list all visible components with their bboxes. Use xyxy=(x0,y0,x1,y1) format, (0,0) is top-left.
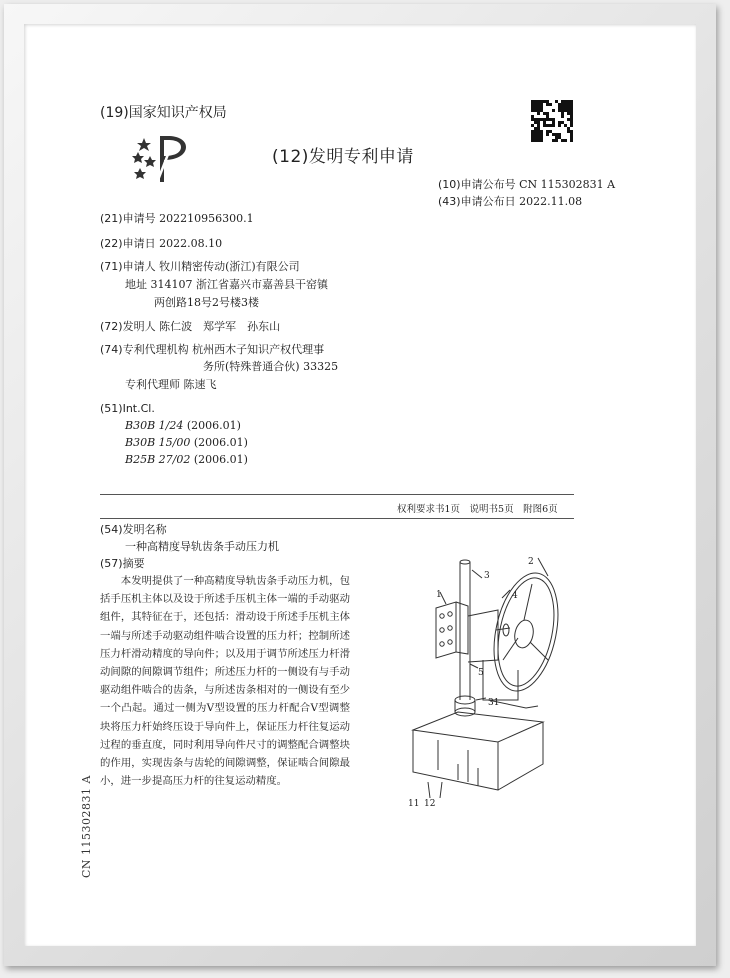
ipc-label: (51)Int.Cl. xyxy=(100,402,155,415)
figure-label: 1 xyxy=(436,590,442,600)
ipc-version: (2006.01) xyxy=(186,419,241,432)
inventors-label: (72)发明人 xyxy=(100,320,156,333)
invention-title: 一种高精度导轨齿条手动压力机 xyxy=(125,540,279,553)
address-line2: 两创路18号2号楼3楼 xyxy=(154,296,259,309)
address-row xyxy=(125,276,328,293)
ipc-entry xyxy=(125,451,248,468)
ipc-entry xyxy=(125,417,241,434)
address-line1: 314107 浙江省嘉兴市嘉善县干窑镇 xyxy=(150,278,328,291)
abstract-label: (57)摘要 xyxy=(100,557,145,570)
agent-label: 专利代理师 xyxy=(125,378,180,391)
patent-front-page xyxy=(92,90,637,890)
application-date-row xyxy=(100,235,222,252)
application-number-row xyxy=(100,210,254,227)
figure-label: 2 xyxy=(528,557,534,567)
agency-line1: 杭州西木子知识产权代理事 xyxy=(192,343,325,356)
divider xyxy=(100,494,574,495)
agency-row xyxy=(100,341,324,358)
figure-label: 5 xyxy=(478,668,484,678)
figure-label: 11 xyxy=(408,799,420,809)
cnipa-logo-icon xyxy=(130,130,190,186)
figure-label: 4 xyxy=(512,591,518,601)
publication-date-label: (43)申请公布日 xyxy=(438,195,516,208)
side-publication-number: CN 115302831 A xyxy=(80,775,93,878)
document-type: (12)发明专利申请 xyxy=(272,147,414,167)
applicant: 牧川精密传动(浙江)有限公司 xyxy=(159,260,300,273)
applicant-row xyxy=(100,258,300,275)
publication-date: 2022.11.08 xyxy=(519,195,583,208)
publication-number: CN 115302831 A xyxy=(519,178,616,191)
agency-line2: 务所(特殊普通合伙) 33325 xyxy=(203,360,339,373)
application-date: 2022.08.10 xyxy=(159,237,223,250)
agent-row xyxy=(125,376,217,393)
qr-code-icon xyxy=(531,100,573,142)
ipc-entry xyxy=(125,434,248,451)
ipc-code: B30B 1/24 xyxy=(125,419,184,432)
ipc-version: (2006.01) xyxy=(193,436,248,449)
divider xyxy=(100,518,574,519)
title-label: (54)发明名称 xyxy=(100,523,167,536)
ipc-code: B25B 27/02 xyxy=(125,453,191,466)
publication-number-label: (10)申请公布号 xyxy=(438,178,516,191)
figure-label: 12 xyxy=(424,799,436,809)
applicant-label: (71)申请人 xyxy=(100,260,156,273)
publication-number-row xyxy=(438,176,615,193)
publication-date-row xyxy=(438,193,582,210)
address-label: 地址 xyxy=(125,278,147,291)
office-name: (19)国家知识产权局 xyxy=(100,105,227,121)
application-number: 202210956300.1 xyxy=(159,212,254,225)
ipc-code: B30B 15/00 xyxy=(125,436,191,449)
pages-summary: 权利要求书1页 说明书5页 附图6页 xyxy=(397,504,558,515)
figure-label: 31 xyxy=(488,698,500,708)
figure-label: 3 xyxy=(484,571,490,581)
abstract-text: 本发明提供了一种高精度导轨齿条手动压力机，包括手压机主体以及设于所述手压机主体一端的手动驱动组件，其特征在于，还包括：滑动设于所述手压机主体一端与所述手动驱动组件啮合设置的压力杆；控制所述压力杆滑动精度的导向件；以及用于调节所述压力杆滑动间隙的间隙调节组件；所述压力杆的一侧设有与手动驱动组件啮合的齿条，与所述齿条相对的一侧设有至少一个凸起。通过一侧为V型设置的压力杆配合V型调整块将压力杆始终压设于导向件上，保证压力杆往复运动过程的垂直度，同时利用导向件尺寸的调整配合调整块的作用，实现齿条与齿轮的间隙调整，保证啮合间隙最小，进一步提高压力杆的往复运动精度。 xyxy=(100,575,350,788)
inventors-row xyxy=(100,318,280,335)
agent: 陈速飞 xyxy=(183,378,217,391)
ipc-version: (2006.01) xyxy=(193,453,248,466)
agency-label: (74)专利代理机构 xyxy=(100,343,189,356)
application-number-label: (21)申请号 xyxy=(100,212,156,225)
press-drawing xyxy=(398,550,578,810)
qr-module xyxy=(570,139,573,142)
application-date-label: (22)申请日 xyxy=(100,237,156,250)
inventors: 陈仁波 郑学军 孙东山 xyxy=(159,320,281,333)
